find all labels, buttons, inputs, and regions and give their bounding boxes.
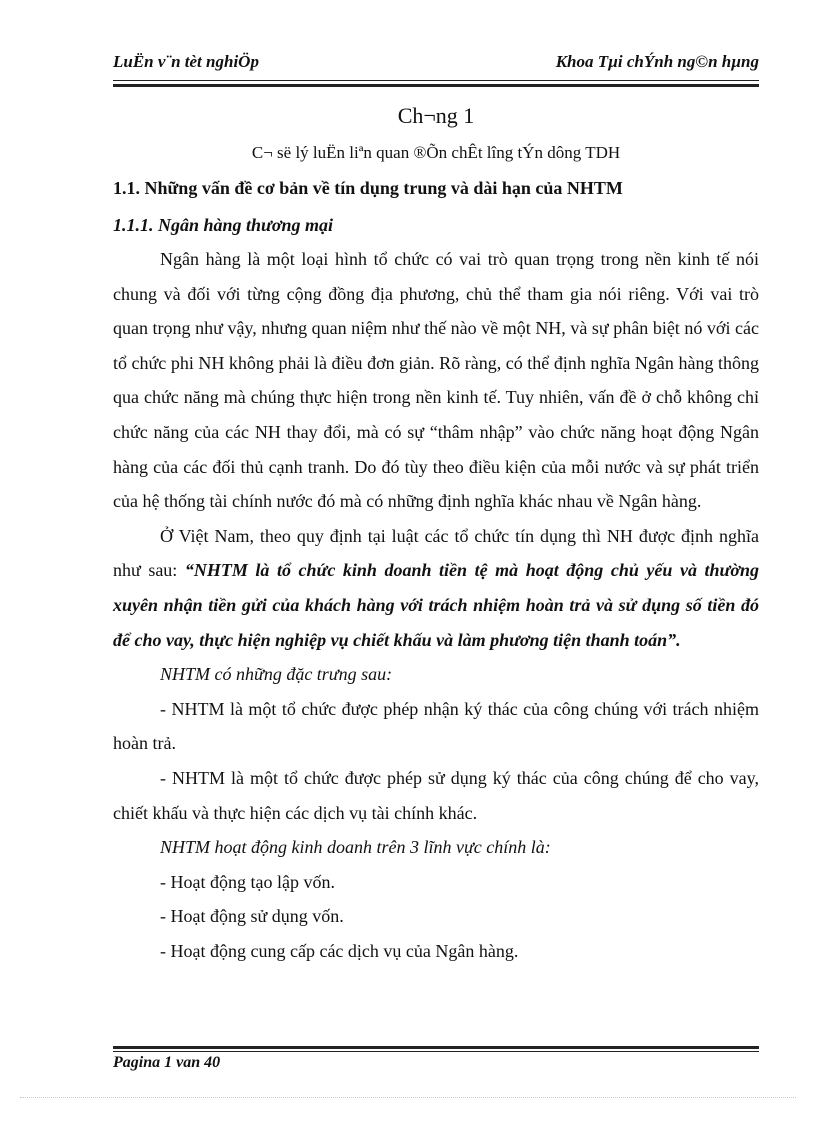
page-header	[113, 50, 759, 80]
feature-item: - NHTM là một tổ chức được phép nhận ký thác của công chúng với trách nhiệm hoàn trả.	[113, 698, 759, 754]
chapter-title: Ch¬ng 1	[397, 103, 475, 128]
header-thesis-label: LuËn v¨n tèt nghiÖp	[113, 52, 259, 71]
definition-quote: “NHTM là tổ chức kinh doanh tiền tệ mà hoạt động chủ yếu và thường xuyên nhận tiền gửi của khách hàng với trách nhiệm hoàn trả và sử dụng số tiền đó để cho vay, thực hiện nghiệp vụ chiết khấu và làm phương tiện thanh toán”.	[113, 560, 759, 650]
activities-heading: NHTM hoạt động kinh doanh trên 3 lĩnh vực chính là:	[160, 837, 551, 858]
section-heading-1-1-1: 1.1.1. Ngân hàng thương mại	[113, 215, 333, 235]
footer-rule-thick	[113, 1046, 759, 1049]
page-body	[113, 98, 759, 968]
features-heading: NHTM có những đặc trưng sau:	[160, 664, 393, 685]
section-heading-1-1: 1.1. Những vấn đề cơ bản về tín dụng trung và dài hạn của NHTM	[113, 178, 623, 198]
activity-item: - Hoạt động cung cấp các dịch vụ của Ngân hàng.	[160, 940, 519, 961]
header-rule-thick	[113, 84, 759, 87]
header-faculty-label: Khoa Tµi chÝnh ng©n hµng	[555, 52, 759, 71]
chapter-subtitle: C¬ së lý luËn liªn quan ®Õn chÊt lîng tÝn dông TDH	[251, 143, 621, 162]
activity-item: - Hoạt động tạo lập vốn.	[160, 871, 335, 892]
footer-rule-thin	[113, 1051, 759, 1052]
paragraph-bank-intro: Ngân hàng là một loại hình tổ chức có vai trò quan trọng trong nền kinh tế nói chung và đối với từng cộng đồng địa phương, chủ thể tham gia nói riêng. Với vai trò quan trọng như vậy, nhưng quan niệm như thế nào về một NH, và sự phân biệt nó với các tổ chức phi NH không phải là điều đơn giản. Rõ ràng, có thể định nghĩa Ngân hàng thông qua chức năng mà chúng thực hiện trong nền kinh tế. Tuy nhiên, vấn đề ở chỗ không chỉ chức năng của các NH thay đổi, mà có sự “thâm nhập” vào chức năng hoạt động Ngân hàng của các đối thủ cạnh tranh. Do đó tùy theo điều kiện của mỗi nước và sự phát triển của hệ thống tài chính nước đó mà có những định nghĩa khác nhau về Ngân hàng.	[113, 249, 759, 512]
activity-item: - Hoạt động sử dụng vốn.	[160, 906, 344, 927]
page-break-line	[20, 1097, 796, 1098]
definition-lead: Ở Việt Nam, theo quy định tại luật các tổ chức tín dụng thì NH được định nghĩa như sau:	[113, 525, 759, 581]
paragraph-definition	[113, 519, 759, 657]
feature-item: - NHTM là một tổ chức được phép sử dụng ký thác của công chúng để cho vay, chiết khấu và thực hiện các dịch vụ tài chính khác.	[113, 767, 759, 823]
header-rule-thin	[113, 80, 759, 81]
page-number-footer: Pagina 1 van 40	[113, 1054, 221, 1071]
